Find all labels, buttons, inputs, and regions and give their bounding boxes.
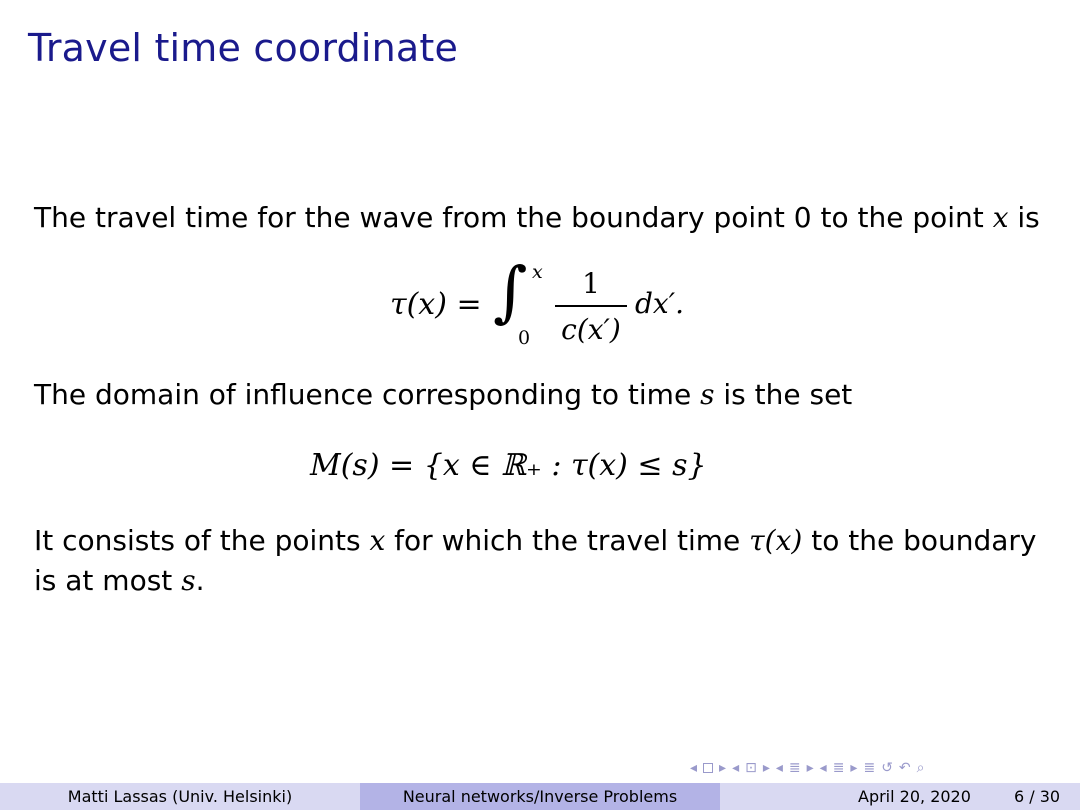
nav-section-icon[interactable]: ≣	[788, 760, 801, 776]
nav-frame-prev-icon[interactable]: ◂	[690, 760, 698, 776]
slide-footer	[0, 783, 1080, 810]
fraction	[555, 265, 627, 349]
nav-subsection-icon[interactable]: ⊡	[745, 760, 757, 776]
eq1-differential: dx′.	[635, 287, 684, 320]
footer-date-page	[720, 783, 1080, 810]
eq1-lhs: τ(x) =	[390, 287, 482, 322]
nav-doc-icon[interactable]: ≣	[832, 760, 845, 776]
p3-var-s: s	[181, 564, 196, 597]
footer-talk-title: Neural networks/Inverse Problems	[360, 783, 720, 810]
p3-text-b: for which the travel time	[385, 524, 750, 557]
p1-text-before: The travel time for the wave from the boundary point 0 to the point	[34, 201, 993, 234]
integral-sign: ∫	[493, 253, 528, 330]
nav-frame-next-icon[interactable]: ▸	[719, 760, 727, 776]
p2-text-before: The domain of influence corresponding to time	[34, 378, 701, 411]
p2-var-s: s	[700, 378, 715, 411]
nav-subsection-prev-icon[interactable]: ◂	[732, 760, 740, 776]
nav-doc-next-icon[interactable]: ▸	[850, 760, 858, 776]
beamer-navigation	[690, 757, 925, 779]
paragraph-domain-of-influence	[34, 375, 852, 415]
footer-date: April 20, 2020	[858, 787, 971, 806]
fraction-bar	[555, 305, 627, 307]
p3-text-c: to the boundary is at most	[34, 524, 1037, 597]
domain-set-equation: M(s) = {x ∈ ℝ₊ : τ(x) ≤ s}	[310, 448, 707, 483]
p2-text-after: is the set	[714, 378, 853, 411]
p1-var-x: x	[992, 201, 1009, 234]
nav-zoom-icon[interactable]: ⌕	[916, 760, 925, 776]
p1-text-after: is	[1008, 201, 1040, 234]
p3-tau: τ(x)	[749, 524, 803, 557]
integral-lower-limit: 0	[518, 327, 531, 349]
travel-time-equation	[390, 253, 710, 355]
footer-author: Matti Lassas (Univ. Helsinki)	[0, 783, 360, 810]
nav-frame-icon[interactable]	[703, 763, 713, 773]
nav-back-icon[interactable]: ↶	[898, 760, 911, 776]
integral-upper-limit: x	[532, 261, 543, 283]
fraction-numerator: 1	[582, 267, 600, 300]
nav-appendix-icon[interactable]: ≣	[863, 760, 876, 776]
p3-text-d: .	[195, 564, 205, 597]
nav-search-icon[interactable]: ↺	[881, 760, 893, 776]
nav-doc-prev-icon[interactable]: ◂	[819, 760, 827, 776]
nav-section-prev-icon[interactable]: ◂	[775, 760, 783, 776]
p3-var-x: x	[369, 524, 386, 557]
paragraph-travel-time	[34, 198, 1040, 238]
slide-title: Travel time coordinate	[28, 26, 459, 70]
p3-text-a: It consists of the points	[34, 524, 370, 557]
fraction-denominator: c(x′)	[561, 313, 621, 346]
paragraph-consists-of	[34, 521, 1044, 601]
nav-subsection-next-icon[interactable]: ▸	[762, 760, 770, 776]
footer-page-number: 6 / 30	[1014, 787, 1061, 806]
nav-section-next-icon[interactable]: ▸	[806, 760, 814, 776]
